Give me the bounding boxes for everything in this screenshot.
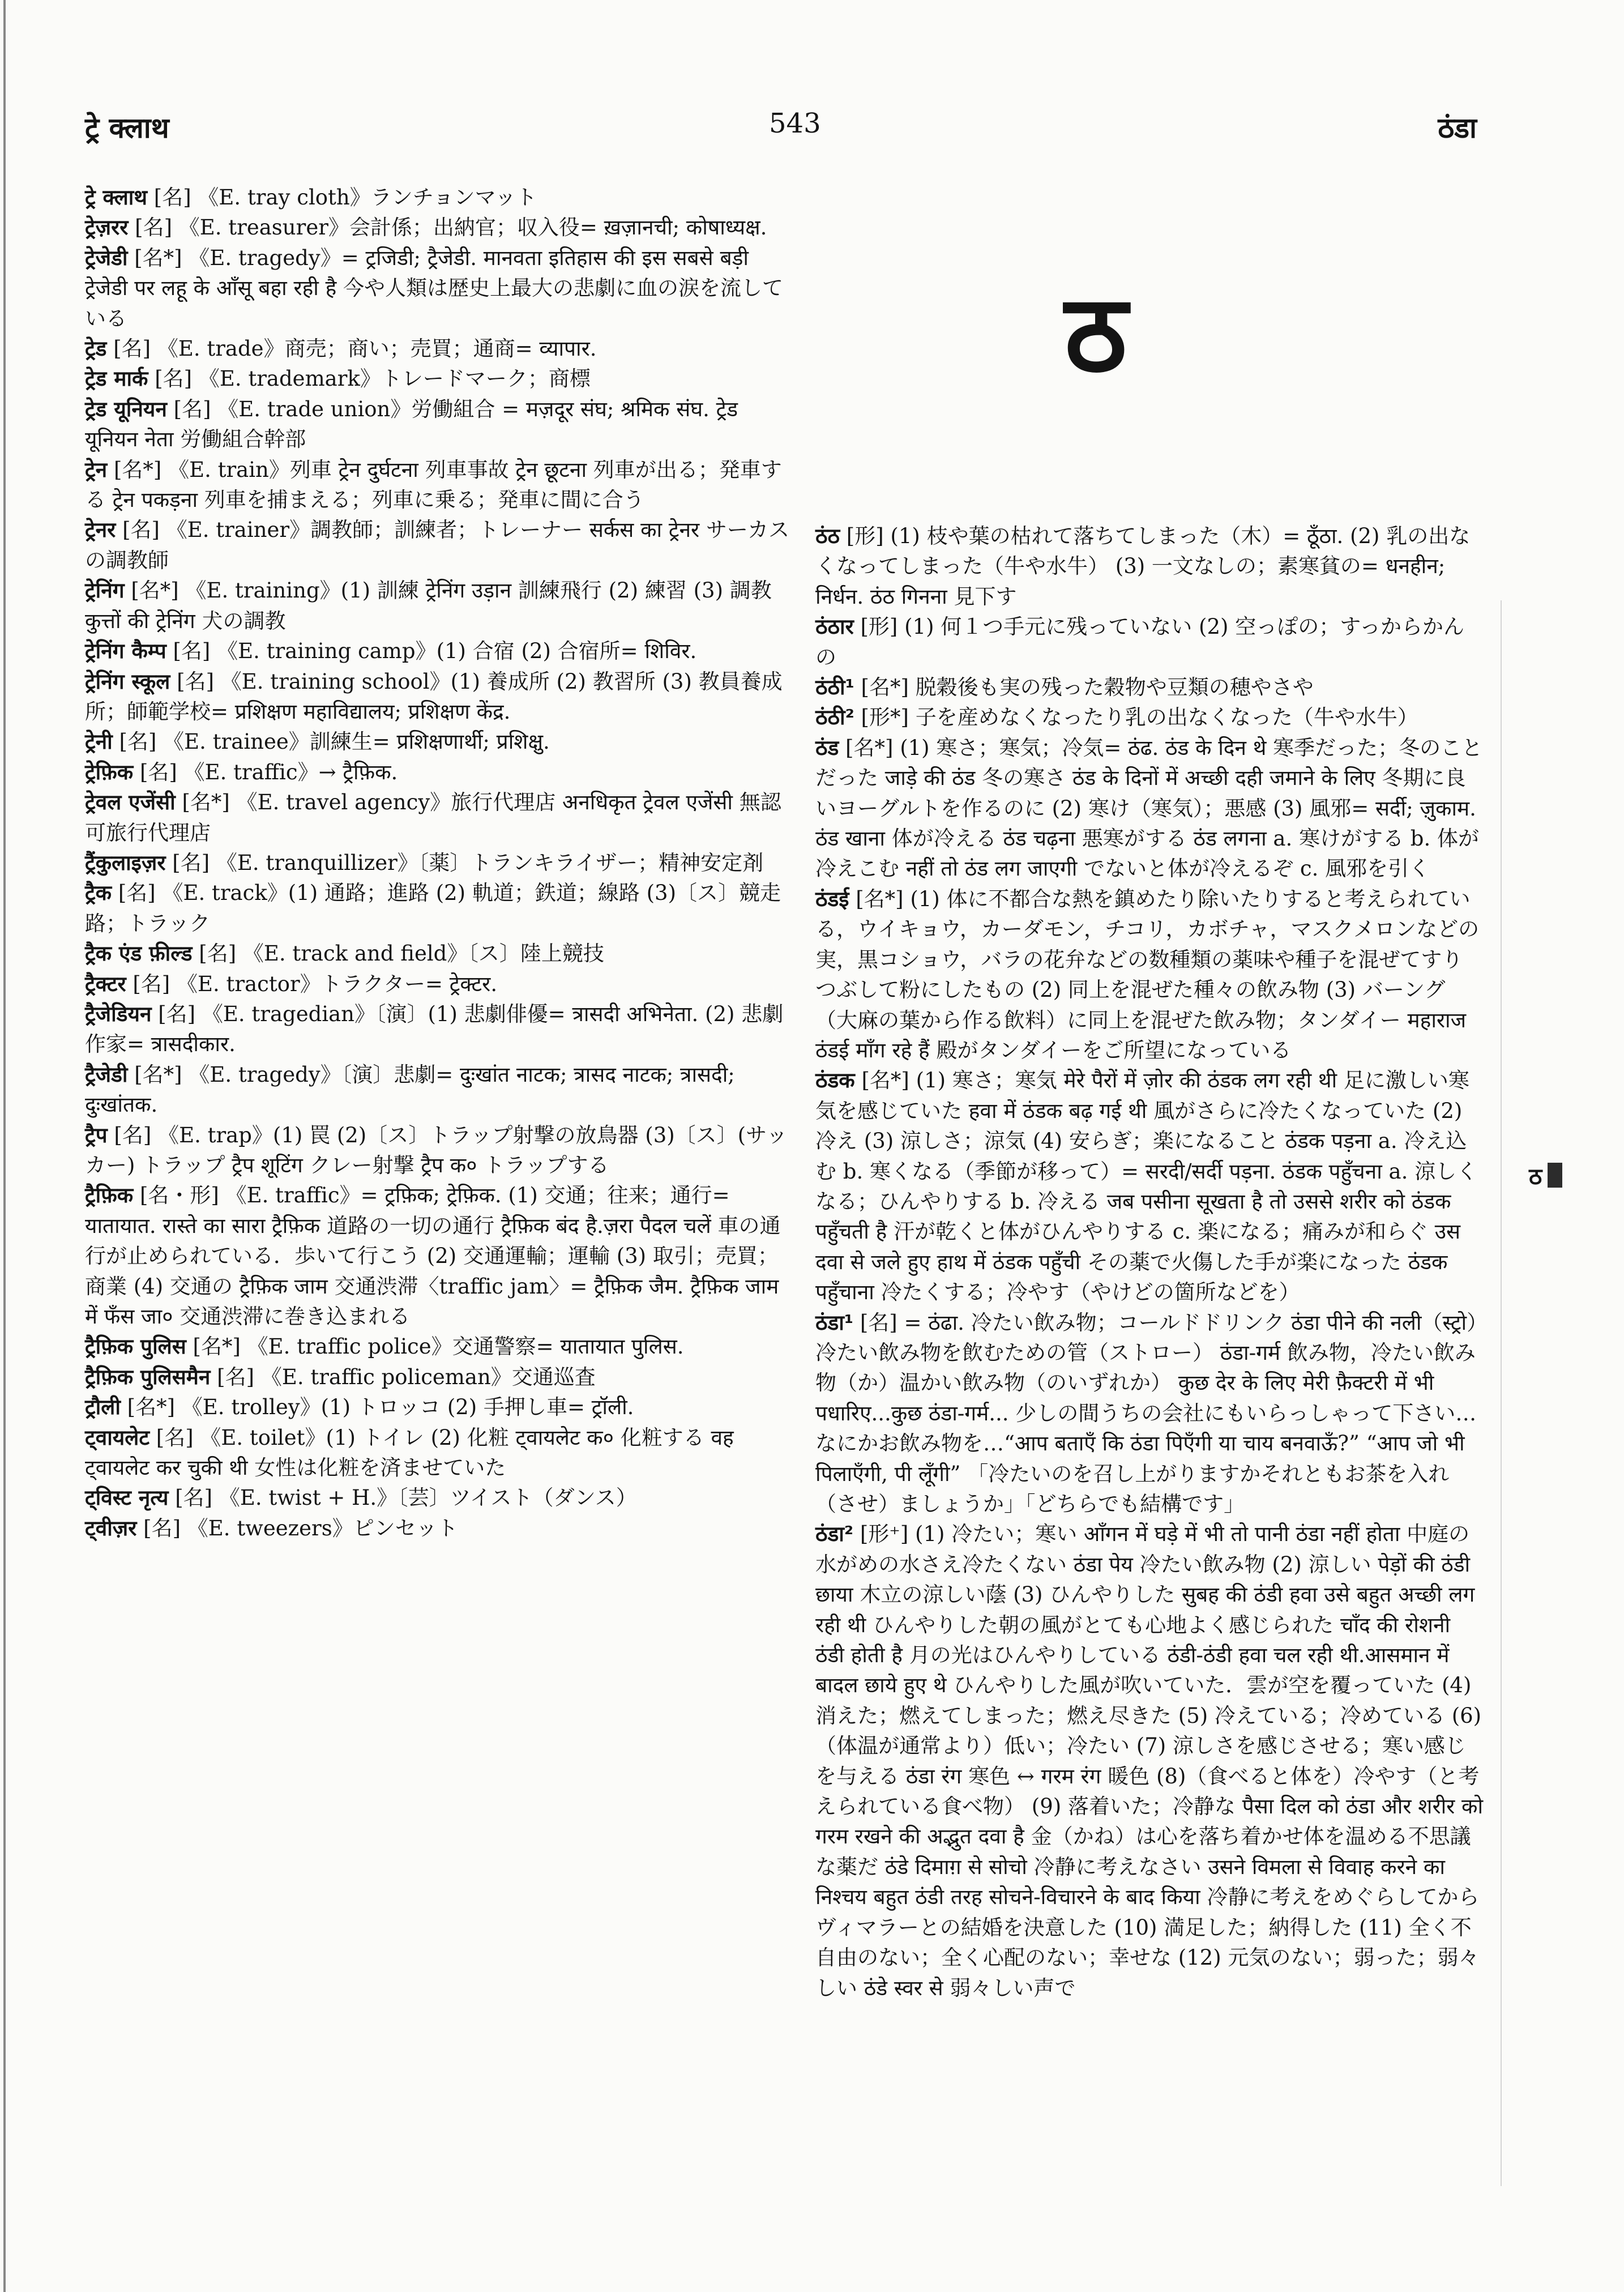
entry-headword: ठंठ xyxy=(815,524,840,548)
entry-definition: [名] 《E. track》(1) 通路；進路 (2) 軌道；鉄道；線路 (3)〔ス〕競走路；トラック xyxy=(85,881,781,936)
entry-definition: [名] 《E. traffic》→ ट्रैफ़िक. xyxy=(133,759,398,784)
entry-definition: [名] 《E. tractor》トラクター= ट्रेक्टर. xyxy=(126,971,498,996)
entry-definition: [名*] (1) 寒さ；寒気；冷気= ठंढ. ठंड के दिन थे 寒季だった；冬のことだった जाड़े की ठंड 冬の寒さ ठंड के दिनों में अच्छी दही जमाने के लिए 冬期に良いヨーグルトを作るのに (2) 寒け（寒気）；悪感 (3) 風邪= सर्दी; ज़ुकाम. ठंड खाना 体が冷える ठंड चढ़ना 悪寒がする ठंड लगना a. 寒けがする b. 体が冷えこむ नहीं तो ठंड लग जाएगी でないと体が冷えるぞ c. 風邪を引く xyxy=(815,735,1483,881)
entry-headword: ट्रेनिंग स्कूल xyxy=(85,669,170,694)
entry-definition: [名] 《E. trainee》訓練生= प्रशिक्षणार्थी; प्रशिक्षु. xyxy=(112,729,550,754)
dictionary-entry xyxy=(85,243,796,334)
entry-definition: [名] 《E. tranquillizer》〔薬〕トランキライザー；精神安定剤 xyxy=(165,850,764,875)
entry-headword: ट्रेड मार्क xyxy=(85,366,148,391)
entry-headword: ट्रैजेडी xyxy=(85,1062,128,1087)
entry-headword: ट्रेनी xyxy=(85,729,113,754)
dictionary-entry xyxy=(85,1362,796,1392)
dictionary-entry xyxy=(85,364,796,394)
dictionary-entry xyxy=(85,1180,796,1331)
entry-definition: [名] 《E. trade union》労働組合 = मज़दूर संघ; श्रमिक संघ. ट्रेड यूनियन नेता 労働組合幹部 xyxy=(85,396,738,452)
entry-definition: [名*] 《E. tragedy》〔演〕悲劇= दुःखांत नाटक; त्रासद नाटक; त्रासदी; दुःखांतक. xyxy=(85,1062,735,1117)
dictionary-entry xyxy=(85,455,796,515)
entry-definition: [名] 《E. tray cloth》ランチョンマット xyxy=(147,185,537,210)
dictionary-entry xyxy=(815,1065,1484,1307)
entry-definition: [名*] 《E. training》(1) 訓練 ट्रेनिंग उड़ान 訓練飛行 (2) 練習 (3) 調教 कुत्तों की ट्रेनिंग 犬の調教 xyxy=(85,578,772,633)
dictionary-entry xyxy=(85,999,796,1060)
entry-headword: ठंठी² xyxy=(815,705,854,730)
dictionary-entry xyxy=(85,1423,796,1483)
thumb-index-tab xyxy=(1529,1158,1562,1192)
dictionary-entry xyxy=(815,672,1484,702)
dictionary-entry xyxy=(85,334,796,364)
dictionary-entry xyxy=(85,394,796,455)
dictionary-entry xyxy=(85,636,796,666)
entry-definition: [形] (1) 枝や葉の枯れて落ちてしまった（木）= ठूँठा. (2) 乳の出なくなってしまった（牛や水牛） (3) 一文なしの；素寒貧の= धनहीन; निर्धन. ठंठ गिनना 見下す xyxy=(815,524,1471,609)
entry-definition: [名*] 《E. traffic police》交通警察= यातायात पुलिस. xyxy=(186,1334,684,1359)
thumb-index-letter: ठ xyxy=(1529,1163,1542,1190)
dictionary-entry xyxy=(85,727,796,757)
dictionary-entry xyxy=(85,575,796,636)
right-column xyxy=(815,521,1484,2003)
entry-definition: [名*] (1) 寒さ；寒気 मेरे पैरों में ज़ोर की ठंडक लग रही थी 足に激しい寒気を感じていた हवा में ठंडक बढ़ गई थी 風がさらに冷たくなっていた (2) 冷え (3) 涼しさ；涼気 (4) 安らぎ；楽になること ठंडक पड़ना a. 冷え込む b. 寒くなる（季節が移って）= सरदी/सर्दी पड़ना. ठंडक पहुँचना a. 涼しくなる；ひんやりする b. 冷える जब पसीना सूखता है तो उससे शरीर को ठंडक पहुँचती है 汗が乾くと体がひんやりする c. 楽になる；痛みが和らぐ उस दवा से जले हुए हाथ में ठंडक पहुँची その薬で火傷した手が楽になった ठंडक पहुँचाना 冷たくする；冷やす（やけどの箇所などを） xyxy=(815,1068,1478,1305)
dictionary-entry xyxy=(815,521,1484,612)
entry-headword: ट्रैक एंड फ़ील्ड xyxy=(85,941,193,966)
left-column xyxy=(85,182,796,1543)
entry-definition: [名*] 《E. travel agency》旅行代理店 अनधिकृत ट्रेवल एजेंसी 無認可旅行代理店 xyxy=(85,790,781,845)
entry-definition: [名] 《E. tweezers》ピンセット xyxy=(136,1516,458,1540)
entry-headword: ठंडा¹ xyxy=(815,1310,854,1335)
dictionary-entry xyxy=(85,878,796,938)
dictionary-entry xyxy=(815,702,1484,732)
entry-definition: [名] 《E. training school》(1) 養成所 (2) 教習所 (3) 教員養成所；師範学校= प्रशिक्षण महाविद्यालय; प्रशिक्षण केंद्र. xyxy=(85,669,783,724)
entry-definition: [名*] 《E. train》列車 ट्रेन दुर्घटना 列車事故 ट्रेन छूटना 列車が出る；発車する ट्रेन पकड़ना 列車を捕まえる；列車に乗る；発車に間に合う xyxy=(85,457,782,513)
entry-headword: ट्रेन xyxy=(85,457,108,482)
dictionary-entry xyxy=(815,1308,1484,1520)
entry-headword: ट्रैफ़िक पुलिस xyxy=(85,1334,186,1359)
dictionary-entry xyxy=(815,612,1484,672)
scan-edge-shadow xyxy=(3,0,6,2292)
dictionary-entry xyxy=(815,733,1484,884)
dictionary-entry xyxy=(85,757,796,787)
entry-headword: ठंठार xyxy=(815,614,854,639)
entry-headword: ट्रैंकुलाइज़र xyxy=(85,850,166,875)
entry-headword: ट्रैजेडियन xyxy=(85,1001,152,1026)
entry-definition: [名] 《E. twist + H.》〔芸〕ツイスト（ダンス） xyxy=(168,1486,637,1510)
entry-definition: [名] 《E. track and field》〔ス〕陸上競技 xyxy=(192,941,604,966)
entry-definition: [名] = ठंढा. 冷たい飲み物；コールドドリンク ठंडा पीने की नली（स्ट्रो）冷たい飲み物を飲むための管（ストロー） ठंडा-गर्म 飲み物，冷たい飲み物（か）温かい飲み物（のいずれか） कुछ देर के लिए मेरी फ़ैक्टरी में भी पधारिए...कुछ ठंडा-गर्म... 少しの間うちの会社にもいらっしゃって下さい…なにかお飲み物を…“आप बताएँ कि ठंडा पिएँगी या चाय बनवाऊँ?” “आप जो भी पिलाएँगी, पी लूँगी” 「冷たいのを召し上がりますかそれともお茶を入れ（させ）ましょうか」「どちらでも結構です」 xyxy=(815,1310,1477,1516)
page-number: 543 xyxy=(769,108,821,139)
entry-definition: [名] 《E. training camp》(1) 合宿 (2) 合宿所= शिविर. xyxy=(166,639,697,664)
dictionary-entry xyxy=(85,848,796,878)
entry-definition: [名] 《E. toilet》(1) トイレ (2) 化粧 ट्वायलेट क० 化粧する वह ट्वायलेट कर चुकी थी 女性は化粧を済ませていた xyxy=(85,1425,734,1480)
dictionary-entry xyxy=(815,884,1484,1065)
dictionary-entry xyxy=(85,787,796,848)
entry-definition: [名] 《E. trainer》調教師；訓練者；トレーナー सर्कस का ट्रेनर サーカスの調教師 xyxy=(85,518,790,573)
entry-headword: ट्रेवल एजेंसी xyxy=(85,790,176,815)
entry-headword: ट्रौली xyxy=(85,1395,121,1420)
dictionary-entry xyxy=(85,212,796,242)
entry-headword: ठंडई xyxy=(815,886,849,911)
dictionary-entry xyxy=(815,1519,1484,2003)
page-header xyxy=(0,108,1624,159)
entry-definition: [形⁺] (1) 冷たい；寒い आँगन में घड़े में भी तो पानी ठंडा नहीं होता 中庭の水がめの水さえ冷たくない ठंडा पेय 冷たい飲み物 (2) 涼しい पेड़ों की ठंडी छाया 木立の涼しい蔭 (3) ひんやりした सुबह की ठंडी हवा उसे बहुत अच्छी लग रही थी ひんやりした朝の風がとても心地よく感じられた चाँद की रोशनी ठंडी होती है 月の光はひんやりしている ठंडी-ठंडी हवा चल रही थी.आसमान में बादल छाये हुए थे ひんやりした風が吹いていた．雲が空を覆っていた (4) 消えた；燃えてしまった；燃え尽きた (5) 冷えている；冷めている (6)（体温が通常より）低い；冷たい (7) 涼しさを感じさせる；寒い感じを与える ठंडा रंग 寒色 ↔ गरम रंग 暖色 (8)（食べると体を）冷やす（と考えられている食べ物） (9) 落着いた；冷静な पैसा दिल को ठंडा और शरीर को गरम रखने की अद्भुत दवा है 金（かね）は心を落ち着かせ体を温める不思議な薬だ ठंडे दिमाग़ से सोचो 冷静に考えなさい उसने विमला से विवाह करने का निश्चय बहुत ठंडी तरह सोचने-विचारने के बाद किया 冷静に考えをめぐらしてからヴィマラーとの結婚を決意した (10) 満足した；納得した (11) 全く不自由のない；全く心配のない；幸せな (12) 元気のない；弱った；弱々しい ठंडे स्वर से 弱々しい声で xyxy=(815,1522,1484,2000)
entry-headword: ट्रेनिंग xyxy=(85,578,125,603)
entry-headword: ट्रैफ़िक पुलिसमैन xyxy=(85,1364,211,1389)
entry-headword: ट्रेनर xyxy=(85,518,116,543)
entry-definition: [名] 《E. tragedian》〔演〕(1) 悲劇俳優= त्रासदी अभिनेता. (2) 悲劇作家= त्रासदीकार. xyxy=(85,1001,784,1057)
entry-definition: [形*] 子を産めなくなったり乳の出なくなった（牛や水牛） xyxy=(854,705,1418,730)
thumb-index-marker xyxy=(1548,1163,1562,1188)
entry-headword: ट्रैक xyxy=(85,881,112,906)
entry-headword: ट्रैफ़िक xyxy=(85,1183,134,1208)
dictionary-entry xyxy=(85,515,796,575)
entry-definition: [名] 《E. trade》商売；商い；売買；通商= व्यापार. xyxy=(106,336,597,361)
entry-headword: ठंडक xyxy=(815,1068,855,1093)
entry-headword: ट्रेजेडी xyxy=(85,245,128,270)
entry-headword: ट्रैप xyxy=(85,1122,108,1147)
entry-definition: [名*] 《E. trolley》(1) トロッコ (2) 手押し車= ट्रॉली. xyxy=(120,1395,634,1420)
entry-definition: [名*] (1) 体に不都合な熱を鎮めたり除いたりすると考えられている，ウイキョウ，カーダモン，チコリ，カボチャ，マスクメロンなどの実，黒コショウ，バラの花弁などの数種類の薬味や種子を混ぜてすりつぶして粉にしたもの (2) 同上を混ぜた種々の飲み物 (3) バーング（大麻の葉から作る飲料）に同上を混ぜた飲み物；タンダイー महाराज ठंडई माँग रहे हैं 殿がタンダイーをご所望になっている xyxy=(815,886,1480,1062)
dictionary-entry xyxy=(85,1120,796,1181)
entry-headword: ट्रे क्लाथ xyxy=(85,185,148,210)
entry-headword: ट्वीज़र xyxy=(85,1516,137,1540)
entry-headword: ट्रेफ़िक xyxy=(85,759,134,784)
dictionary-entry xyxy=(85,1060,796,1120)
entry-definition: [名・形] 《E. traffic》= ट्रफ़िक; ट्रेफ़िक. (1) 交通；往来；通行= यातायात. रास्ते का सारा ट्रैफ़िक 道路の一切の通行 ट्रैफ़िक बंद है.ज़रा पैदल चलें 車の通行が止められている．歩いて行こう (2) 交通運輸；運輸 (3) 取引；売買；商業 (4) 交通の ट्रैफ़िक जाम 交通渋滞〈traffic jam〉= ट्रैफ़िक जैम. ट्रैफ़िक जाम में फँस जा० 交通渋滞に巻き込まれる xyxy=(85,1183,781,1329)
entry-definition: [名*] 《E. tragedy》= ट्रजिडी; ट्रैजेडी. मानवता इतिहास की इस सबसे बड़ी ट्रेजेडी पर लहू के आँसू बहा रही है 今や人類は歴史上最大の悲劇に血の涙を流している xyxy=(85,245,784,331)
entry-definition: [名] 《E. treasurer》会計係；出納官；収入役= ख़ज़ानची; कोषाध्यक्ष. xyxy=(128,215,767,240)
dictionary-entry xyxy=(85,667,796,727)
entry-headword: ट्रेड यूनियन xyxy=(85,396,167,421)
right-guide-word: ठंडा xyxy=(1438,112,1477,144)
entry-headword: ठंठी¹ xyxy=(815,675,854,700)
side-rule xyxy=(1501,600,1502,2186)
section-letter-heading: ठ xyxy=(1065,271,1127,396)
dictionary-entry xyxy=(85,1392,796,1422)
entry-headword: ट्रैक्टर xyxy=(85,971,126,996)
entry-headword: ट्रेनिंग कैम्प xyxy=(85,639,166,664)
entry-definition: [名] 《E. trap》(1) 罠 (2)〔ス〕トラップ射撃の放鳥器 (3)〔ス〕(サッカー) トラップ ट्रैप शूटिंग クレー射撃 ट्रैप क० トラップする xyxy=(85,1122,788,1177)
left-guide-word: ट्रे क्लाथ xyxy=(85,112,169,144)
entry-headword: ठंड xyxy=(815,735,839,760)
entry-headword: ट्रेड xyxy=(85,336,107,361)
dictionary-entry xyxy=(85,1331,796,1361)
dictionary-entry xyxy=(85,969,796,999)
dictionary-entry xyxy=(85,1513,796,1543)
entry-definition: [名*] 脱穀後も実の残った穀物や豆類の穂やさや xyxy=(854,675,1314,700)
entry-headword: ठंडा² xyxy=(815,1522,854,1547)
entry-definition: [名] 《E. trademark》トレードマーク；商標 xyxy=(148,366,591,391)
entry-headword: ट्विस्ट नृत्य xyxy=(85,1486,169,1510)
entry-definition: [名] 《E. traffic policeman》交通巡査 xyxy=(210,1364,596,1389)
dictionary-entry xyxy=(85,182,796,212)
dictionary-entry xyxy=(85,1483,796,1513)
entry-definition: [形] (1) 何１つ手元に残っていない (2) 空っぽの；すっからかんの xyxy=(815,614,1464,669)
entry-headword: ट्रेज़रर xyxy=(85,215,129,240)
entry-headword: ट्वायलेट xyxy=(85,1425,149,1450)
dictionary-entry xyxy=(85,938,796,968)
